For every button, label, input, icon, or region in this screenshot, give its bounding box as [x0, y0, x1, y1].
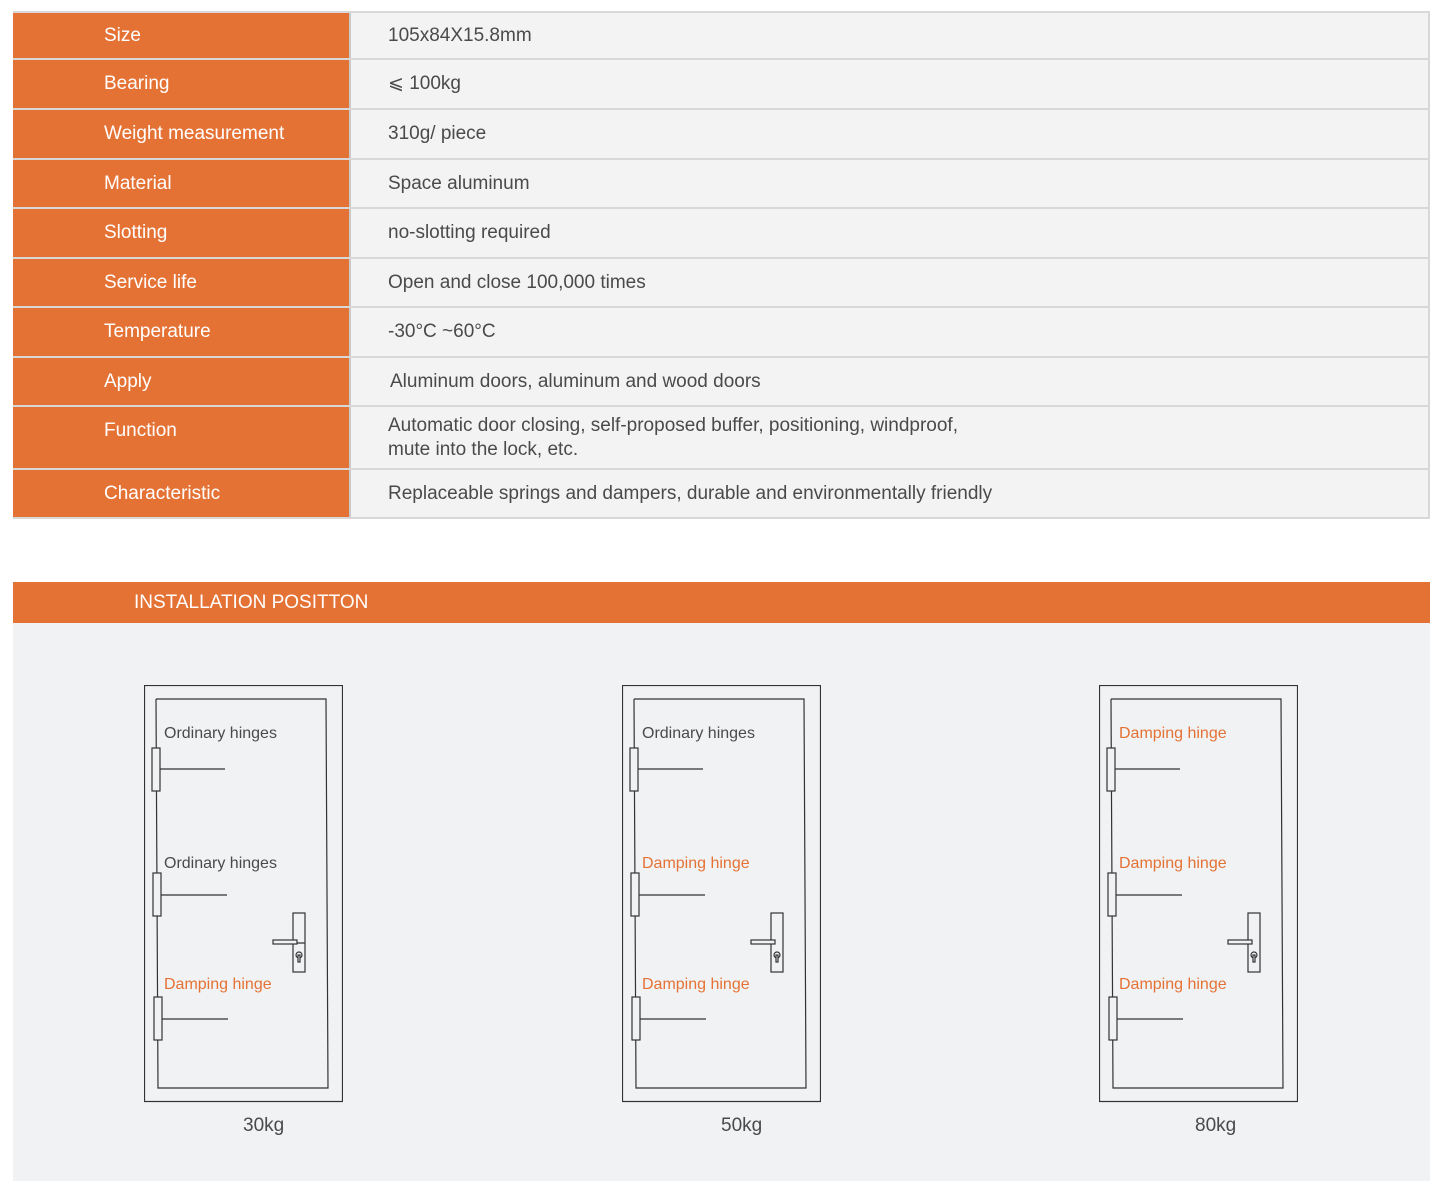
installation-title: INSTALLATION POSITTON	[13, 582, 1430, 623]
spec-label: Slotting	[13, 209, 351, 257]
spec-row-temperature	[13, 308, 1430, 358]
door-diagram-50kg	[622, 685, 821, 1136]
door-caption: 50kg	[721, 1115, 763, 1136]
spec-value: ⩽ 100kg	[351, 60, 1430, 108]
spec-row-material	[13, 160, 1430, 209]
spec-value: Space aluminum	[351, 160, 1430, 207]
spec-value: Automatic door closing, self-proposed buffer, positioning, windproof, mute into the lock, etc.	[351, 407, 1430, 468]
spec-row-weight	[13, 110, 1430, 160]
spec-row-characteristic	[13, 470, 1430, 519]
door-diagram-30kg	[144, 685, 343, 1136]
door-outline-icon	[622, 685, 821, 1103]
spec-label: Weight measurement	[13, 110, 351, 158]
spec-row-service-life	[13, 259, 1430, 308]
spec-row-size	[13, 11, 1430, 60]
spec-row-slotting	[13, 209, 1430, 259]
spec-label: Function	[13, 407, 351, 468]
spec-label: Material	[13, 160, 351, 207]
hinge-label: Damping hinge	[642, 976, 750, 993]
spec-value: Open and close 100,000 times	[351, 259, 1430, 306]
spec-value: 310g/ piece	[351, 110, 1430, 158]
door-outline-icon	[1099, 685, 1298, 1103]
hinge-label: Ordinary hinges	[164, 725, 277, 742]
installation-panel	[13, 582, 1430, 1181]
spec-label: Temperature	[13, 308, 351, 356]
hinge-label: Ordinary hinges	[164, 855, 277, 872]
spec-value: no-slotting required	[351, 209, 1430, 257]
hinge-label: Damping hinge	[1119, 855, 1227, 872]
hinge-label: Damping hinge	[1119, 976, 1227, 993]
spec-label: Size	[13, 13, 351, 58]
spec-row-function	[13, 407, 1430, 470]
door-outline-icon	[144, 685, 343, 1103]
spec-label: Bearing	[13, 60, 351, 108]
spec-label: Service life	[13, 259, 351, 306]
hinge-label: Damping hinge	[642, 855, 750, 872]
spec-row-bearing	[13, 60, 1430, 110]
spec-value: 105x84X15.8mm	[351, 13, 1430, 58]
door-caption: 80kg	[1195, 1115, 1237, 1136]
spec-value: -30°C ~60°C	[351, 308, 1430, 356]
hinge-label: Ordinary hinges	[642, 725, 755, 742]
spec-table	[13, 11, 1430, 519]
hinge-label: Damping hinge	[164, 976, 272, 993]
door-caption: 30kg	[243, 1115, 285, 1136]
spec-label: Characteristic	[13, 470, 351, 517]
hinge-label: Damping hinge	[1119, 725, 1227, 742]
spec-label: Apply	[13, 358, 351, 405]
spec-row-apply	[13, 358, 1430, 407]
spec-value: Replaceable springs and dampers, durable and environmentally friendly	[351, 470, 1430, 517]
door-diagram-80kg	[1099, 685, 1298, 1136]
spec-value: Aluminum doors, aluminum and wood doors	[351, 358, 1430, 405]
